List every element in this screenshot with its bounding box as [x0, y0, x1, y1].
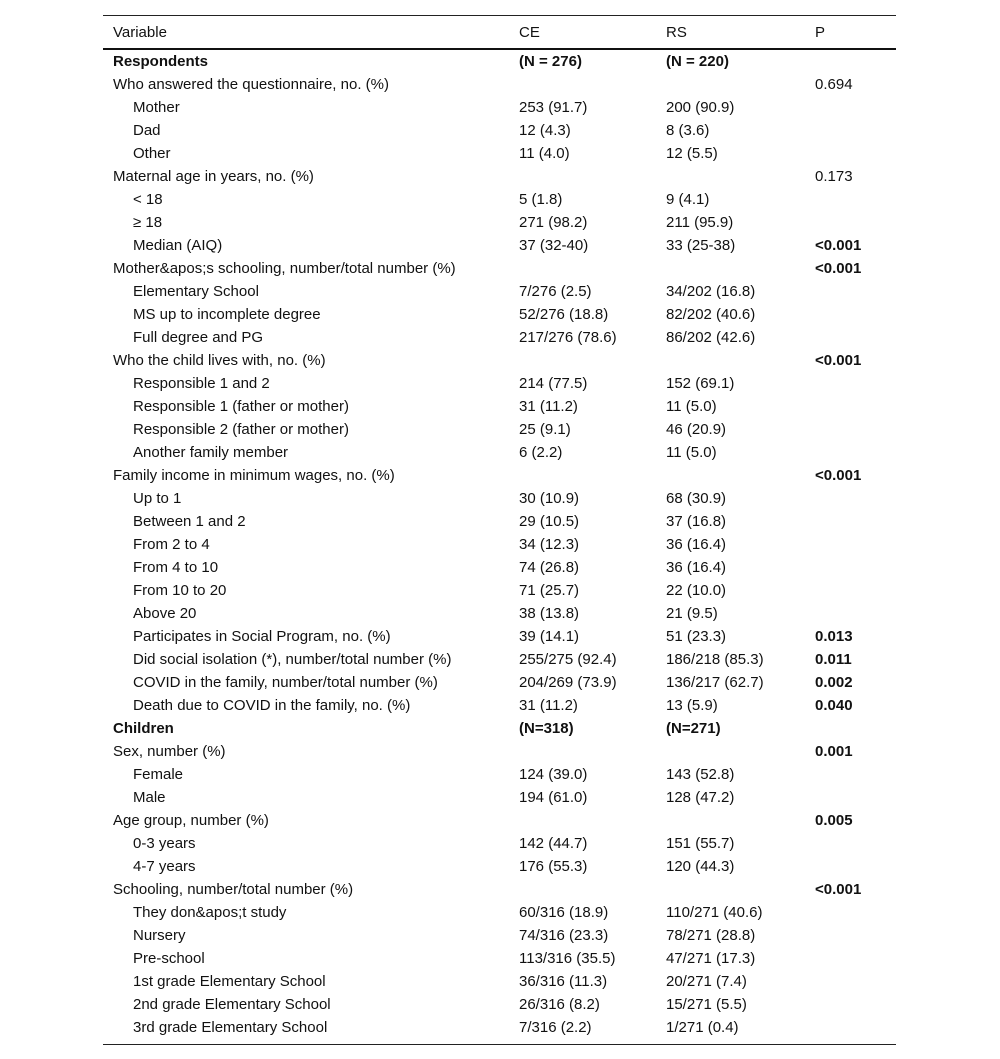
cell-ce: 25 (9.1) — [519, 421, 571, 438]
cell-variable: They don&apos;t study — [133, 904, 287, 921]
cell-ce: 124 (39.0) — [519, 766, 588, 783]
cell-variable: From 2 to 4 — [133, 536, 210, 553]
cell-rs: 51 (23.3) — [666, 628, 727, 645]
cell-ce: 217/276 (78.6) — [519, 329, 617, 346]
cell-variable: Other — [133, 145, 171, 162]
cell-ce: 271 (98.2) — [519, 214, 588, 231]
table-row — [103, 740, 896, 763]
cell-ce: 11 (4.0) — [519, 145, 570, 162]
cell-variable: Family income in minimum wages, no. (%) — [113, 467, 395, 484]
cell-variable: Responsible 1 (father or mother) — [133, 398, 349, 415]
cell-ce: 255/275 (92.4) — [519, 651, 617, 668]
cell-p: 0.173 — [815, 168, 853, 185]
cell-ce: 36/316 (11.3) — [519, 973, 608, 990]
cell-ce: 60/316 (18.9) — [519, 904, 609, 921]
cell-ce: 253 (91.7) — [519, 99, 588, 116]
cell-variable: Responsible 1 and 2 — [133, 375, 270, 392]
cell-variable: Maternal age in years, no. (%) — [113, 168, 314, 185]
cell-rs: 136/217 (62.7) — [666, 674, 764, 691]
table-row — [103, 924, 896, 947]
cell-p: 0.013 — [815, 628, 853, 645]
table-row — [103, 234, 896, 257]
table-row — [103, 901, 896, 924]
cell-p: 0.011 — [815, 651, 852, 668]
table-row — [103, 395, 896, 418]
table-row — [103, 188, 896, 211]
table-row — [103, 533, 896, 556]
cell-ce: 38 (13.8) — [519, 605, 580, 622]
cell-ce: 113/316 (35.5) — [519, 950, 616, 967]
table-row — [103, 487, 896, 510]
cell-rs: 1/271 (0.4) — [666, 1019, 739, 1036]
cell-ce: (N=318) — [519, 720, 574, 737]
cell-variable: Mother — [133, 99, 180, 116]
cell-ce: 7/276 (2.5) — [519, 283, 592, 300]
cell-variable: Female — [133, 766, 184, 783]
cell-rs: 186/218 (85.3) — [666, 651, 764, 668]
cell-variable: Children — [113, 720, 174, 737]
section-row — [103, 717, 896, 740]
table-row — [103, 579, 896, 602]
cell-rs: (N = 220) — [666, 53, 729, 70]
table-row — [103, 602, 896, 625]
cell-rs: 110/271 (40.6) — [666, 904, 763, 921]
cell-variable: Dad — [133, 122, 161, 139]
cell-variable: Death due to COVID in the family, no. (%) — [133, 697, 411, 714]
cell-p: <0.001 — [815, 260, 862, 277]
cell-variable: < 18 — [133, 191, 163, 208]
cell-variable: Full degree and PG — [133, 329, 264, 346]
cell-variable: Nursery — [133, 927, 186, 944]
table-row — [103, 855, 896, 878]
cell-rs: 152 (69.1) — [666, 375, 735, 392]
cell-variable: Age group, number (%) — [113, 812, 269, 829]
cell-variable: ≥ 18 — [133, 214, 163, 231]
cell-variable: Participates in Social Program, no. (%) — [133, 628, 391, 645]
cell-ce: 30 (10.9) — [519, 490, 580, 507]
cell-rs: 37 (16.8) — [666, 513, 727, 530]
cell-ce: 31 (11.2) — [519, 398, 578, 415]
cell-variable: 1st grade Elementary School — [133, 973, 326, 990]
cell-variable: 0-3 years — [133, 835, 196, 852]
cell-ce: 12 (4.3) — [519, 122, 571, 139]
cell-rs: 9 (4.1) — [666, 191, 710, 208]
table-row — [103, 349, 896, 372]
cell-ce: 74 (26.8) — [519, 559, 580, 576]
cell-variable: Mother&apos;s schooling, number/total number (%) — [113, 260, 456, 277]
cell-rs: 15/271 (5.5) — [666, 996, 747, 1013]
data-table — [103, 15, 896, 1045]
cell-p: <0.001 — [815, 467, 862, 484]
table-row — [103, 303, 896, 326]
cell-ce: 7/316 (2.2) — [519, 1019, 592, 1036]
header-p: P — [815, 24, 826, 41]
cell-variable: 3rd grade Elementary School — [133, 1019, 328, 1036]
cell-rs: 143 (52.8) — [666, 766, 735, 783]
cell-variable: Elementary School — [133, 283, 259, 300]
cell-ce: 29 (10.5) — [519, 513, 580, 530]
cell-variable: Sex, number (%) — [113, 743, 226, 760]
table-row — [103, 809, 896, 832]
cell-rs: 33 (25-38) — [666, 237, 736, 254]
cell-variable: 2nd grade Elementary School — [133, 996, 331, 1013]
cell-p: 0.005 — [815, 812, 853, 829]
cell-p: 0.001 — [815, 743, 853, 760]
table-row — [103, 832, 896, 855]
table-row — [103, 625, 896, 648]
cell-rs: 20/271 (7.4) — [666, 973, 747, 990]
table-row — [103, 786, 896, 809]
table-header-row — [103, 16, 896, 50]
cell-rs: 82/202 (40.6) — [666, 306, 756, 323]
cell-rs: 120 (44.3) — [666, 858, 735, 875]
cell-variable: Who the child lives with, no. (%) — [113, 352, 326, 369]
cell-ce: 34 (12.3) — [519, 536, 580, 553]
cell-rs: 13 (5.9) — [666, 697, 718, 714]
table-body — [103, 50, 896, 1044]
cell-ce: 52/276 (18.8) — [519, 306, 609, 323]
cell-p: <0.001 — [815, 352, 862, 369]
cell-ce: 194 (61.0) — [519, 789, 588, 806]
cell-variable: COVID in the family, number/total number (%) — [133, 674, 438, 691]
cell-rs: 22 (10.0) — [666, 582, 727, 599]
cell-rs: 8 (3.6) — [666, 122, 710, 139]
table-row — [103, 1016, 896, 1039]
cell-ce: 39 (14.1) — [519, 628, 580, 645]
cell-ce: 37 (32-40) — [519, 237, 589, 254]
table-row — [103, 763, 896, 786]
table-row — [103, 119, 896, 142]
cell-variable: MS up to incomplete degree — [133, 306, 321, 323]
cell-variable: Between 1 and 2 — [133, 513, 246, 530]
cell-ce: 5 (1.8) — [519, 191, 563, 208]
cell-variable: Male — [133, 789, 166, 806]
cell-variable: From 4 to 10 — [133, 559, 219, 576]
table-row — [103, 510, 896, 533]
header-ce: CE — [519, 24, 540, 41]
table-row — [103, 993, 896, 1016]
cell-rs: 200 (90.9) — [666, 99, 735, 116]
table-row — [103, 257, 896, 280]
cell-variable: Responsible 2 (father or mother) — [133, 421, 349, 438]
cell-p: <0.001 — [815, 237, 862, 254]
cell-ce: 6 (2.2) — [519, 444, 563, 461]
table-row — [103, 142, 896, 165]
cell-rs: (N=271) — [666, 720, 721, 737]
table-row — [103, 418, 896, 441]
cell-rs: 11 (5.0) — [666, 444, 717, 461]
cell-rs: 46 (20.9) — [666, 421, 727, 438]
cell-rs: 47/271 (17.3) — [666, 950, 756, 967]
cell-rs: 128 (47.2) — [666, 789, 735, 806]
cell-p: 0.694 — [815, 76, 853, 93]
table-row — [103, 947, 896, 970]
header-rs: RS — [666, 24, 687, 41]
table-row — [103, 694, 896, 717]
cell-rs: 12 (5.5) — [666, 145, 718, 162]
cell-ce: (N = 276) — [519, 53, 582, 70]
cell-variable: Did social isolation (*), number/total number (%) — [133, 651, 452, 668]
cell-variable: Above 20 — [133, 605, 197, 622]
cell-rs: 211 (95.9) — [666, 214, 734, 231]
cell-variable: Schooling, number/total number (%) — [113, 881, 354, 898]
cell-variable: From 10 to 20 — [133, 582, 227, 599]
table-row — [103, 441, 896, 464]
table-row — [103, 372, 896, 395]
cell-rs: 11 (5.0) — [666, 398, 717, 415]
cell-ce: 176 (55.3) — [519, 858, 588, 875]
table-row — [103, 648, 896, 671]
cell-variable: Respondents — [113, 53, 209, 70]
cell-rs: 36 (16.4) — [666, 536, 727, 553]
table-row — [103, 878, 896, 901]
table-row — [103, 73, 896, 96]
table-row — [103, 96, 896, 119]
cell-p: <0.001 — [815, 881, 862, 898]
table-row — [103, 211, 896, 234]
header-variable: Variable — [113, 24, 167, 41]
table-row — [103, 970, 896, 993]
cell-variable: Median (AIQ) — [133, 237, 223, 254]
cell-rs: 34/202 (16.8) — [666, 283, 756, 300]
cell-ce: 26/316 (8.2) — [519, 996, 600, 1013]
cell-variable: 4-7 years — [133, 858, 196, 875]
cell-rs: 78/271 (28.8) — [666, 927, 756, 944]
cell-ce: 214 (77.5) — [519, 375, 588, 392]
cell-rs: 21 (9.5) — [666, 605, 718, 622]
table-row — [103, 165, 896, 188]
cell-rs: 68 (30.9) — [666, 490, 727, 507]
table-row — [103, 326, 896, 349]
cell-variable: Up to 1 — [133, 490, 182, 507]
table-row — [103, 671, 896, 694]
cell-ce: 74/316 (23.3) — [519, 927, 609, 944]
section-row — [103, 50, 896, 73]
cell-rs: 86/202 (42.6) — [666, 329, 756, 346]
table-row — [103, 280, 896, 303]
cell-ce: 71 (25.7) — [519, 582, 580, 599]
table-row — [103, 464, 896, 487]
cell-ce: 31 (11.2) — [519, 697, 578, 714]
cell-variable: Pre-school — [133, 950, 205, 967]
cell-ce: 204/269 (73.9) — [519, 674, 617, 691]
table-row — [103, 556, 896, 579]
cell-variable: Another family member — [133, 444, 289, 461]
cell-ce: 142 (44.7) — [519, 835, 588, 852]
cell-p: 0.040 — [815, 697, 853, 714]
cell-variable: Who answered the questionnaire, no. (%) — [113, 76, 389, 93]
cell-p: 0.002 — [815, 674, 853, 691]
cell-rs: 151 (55.7) — [666, 835, 735, 852]
cell-rs: 36 (16.4) — [666, 559, 727, 576]
